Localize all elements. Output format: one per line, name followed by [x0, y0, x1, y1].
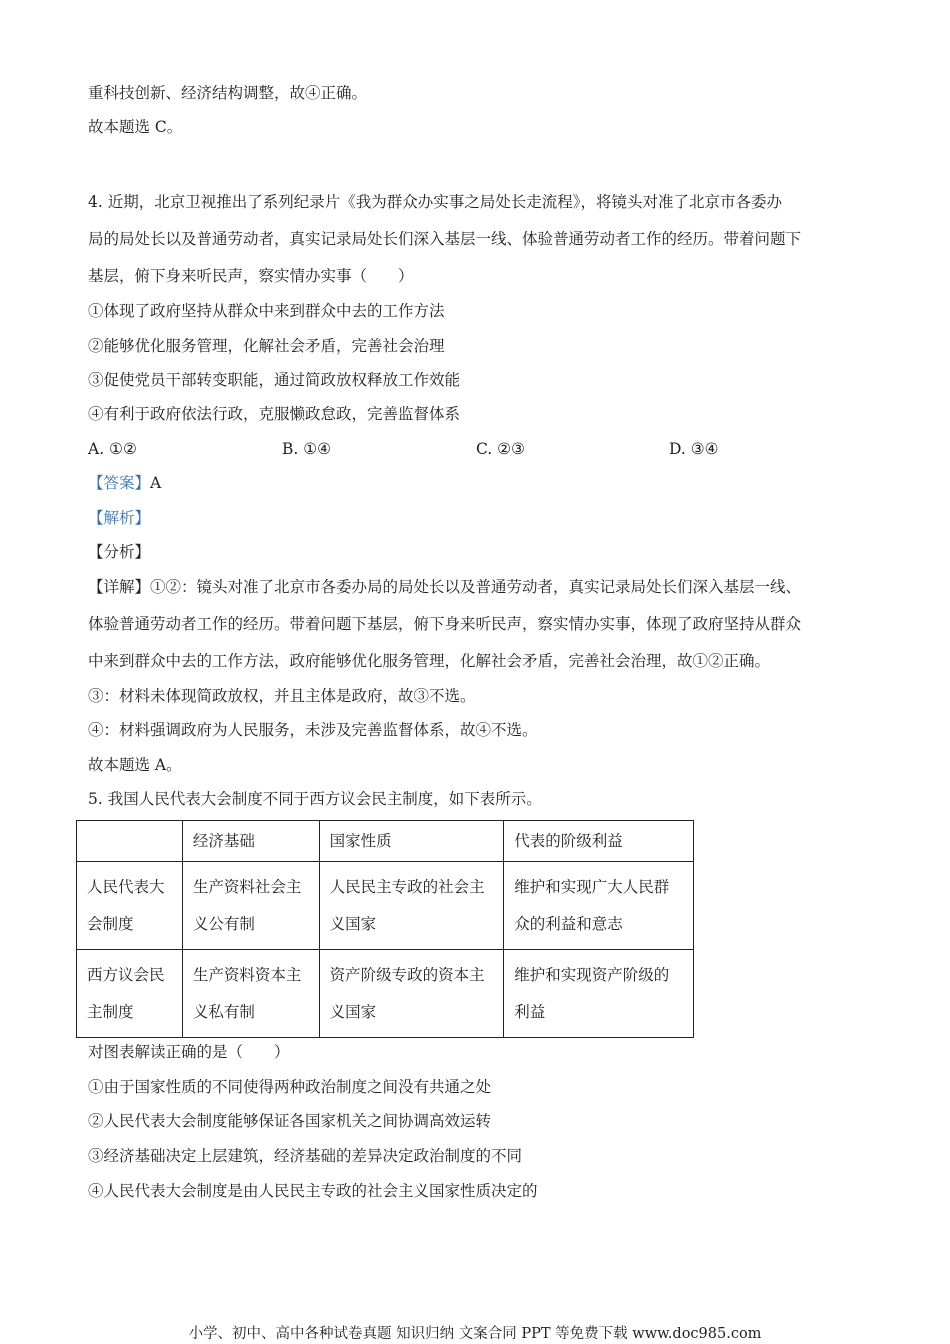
answer-tag: 【答案】 [88, 474, 151, 492]
table-row [77, 862, 694, 950]
q4-item-2: ②能够优化服务管理，化解社会矛盾，完善社会治理 [88, 337, 445, 355]
q4-option-b: B. ①④ [282, 440, 332, 458]
q4-detail-line-5: ④：材料强调政府为人民服务，未涉及完善监督体系，故④不选。 [88, 721, 538, 739]
q5-item-3: ③经济基础决定上层建筑，经济基础的差异决定政治制度的不同 [88, 1147, 523, 1165]
prev-conclusion-line: 故本题选 C。 [88, 118, 183, 136]
table-header-cell: 代表的阶级利益 [504, 821, 694, 862]
answer-value: A [150, 474, 162, 492]
q4-detail-line-3: 中来到群众中去的工作方法，政府能够优化服务管理，化解社会矛盾，完善社会治理，故①②正确。 [88, 652, 771, 670]
fenxi-tag: 【分析】 [88, 543, 151, 561]
q5-question: 对图表解读正确的是（ ） [88, 1043, 290, 1061]
q4-stem-line-1: 4. 近期，北京卫视推出了系列纪录片《我为群众办实事之局处长走流程》，将镜头对准了北京市各委办 [88, 193, 782, 211]
table-cell: 人民代表大会制度 [77, 862, 183, 950]
q4-detail-line-2: 体验普通劳动者工作的经历。带着问题下基层，俯下身来听民声，察实情办实事，体现了政府坚持从群众 [88, 615, 802, 633]
detail-text-1: ①②：镜头对准了北京市各委办局的局处长以及普通劳动者，真实记录局处长们深入基层一线、 [150, 578, 802, 596]
page-footer: 小学、初中、高中各种试卷真题 知识归纳 文案合同 PPT 等免费下载 www.doc985.com [188, 1326, 762, 1342]
prev-explanation-line: 重科技创新、经济结构调整，故④正确。 [88, 84, 368, 102]
q4-option-c: C. ②③ [476, 440, 525, 458]
table-cell: 人民民主专政的社会主义国家 [319, 862, 504, 950]
q4-detail-line-1 [88, 577, 801, 597]
q4-stem-line-2: 局的局处长以及普通劳动者，真实记录局处长们深入基层一线、体验普通劳动者工作的经历。带着问题下 [88, 230, 802, 248]
q5-item-1: ①由于国家性质的不同使得两种政治制度之间没有共通之处 [88, 1078, 492, 1096]
table-cell: 生产资料社会主义公有制 [182, 862, 319, 950]
table-header-cell: 国家性质 [319, 821, 504, 862]
detail-tag: 【详解】 [88, 578, 151, 596]
q5-item-4: ④人民代表大会制度是由人民民主专政的社会主义国家性质决定的 [88, 1182, 538, 1200]
q5-stem: 5. 我国人民代表大会制度不同于西方议会民主制度，如下表所示。 [88, 790, 542, 808]
table-cell: 资产阶级专政的资本主义国家 [319, 950, 504, 1038]
q4-option-a: A. ①② [88, 440, 137, 458]
table-header-row [77, 821, 694, 862]
q4-answer [88, 473, 161, 493]
table-row [77, 950, 694, 1038]
table-cell: 维护和实现广大人民群众的利益和意志 [504, 862, 694, 950]
q4-item-3: ③促使党员干部转变职能，通过简政放权释放工作效能 [88, 371, 461, 389]
table-header-cell [77, 821, 183, 862]
q5-item-2: ②人民代表大会制度能够保证各国家机关之间协调高效运转 [88, 1112, 492, 1130]
q4-conclusion: 故本题选 A。 [88, 756, 182, 774]
q4-detail-line-4: ③：材料未体现简政放权，并且主体是政府，故③不选。 [88, 687, 476, 705]
table-cell: 西方议会民主制度 [77, 950, 183, 1038]
analysis-tag: 【解析】 [88, 509, 151, 527]
q4-item-4: ④有利于政府依法行政，克服懒政怠政，完善监督体系 [88, 405, 461, 423]
table-header-cell: 经济基础 [182, 821, 319, 862]
table-cell: 维护和实现资产阶级的利益 [504, 950, 694, 1038]
comparison-table [76, 820, 694, 1038]
table-cell: 生产资料资本主义私有制 [182, 950, 319, 1038]
q4-item-1: ①体现了政府坚持从群众中来到群众中去的工作方法 [88, 302, 445, 320]
q4-stem-line-3: 基层，俯下身来听民声，察实情办实事（ ） [88, 267, 414, 285]
q4-option-d: D. ③④ [669, 440, 719, 458]
